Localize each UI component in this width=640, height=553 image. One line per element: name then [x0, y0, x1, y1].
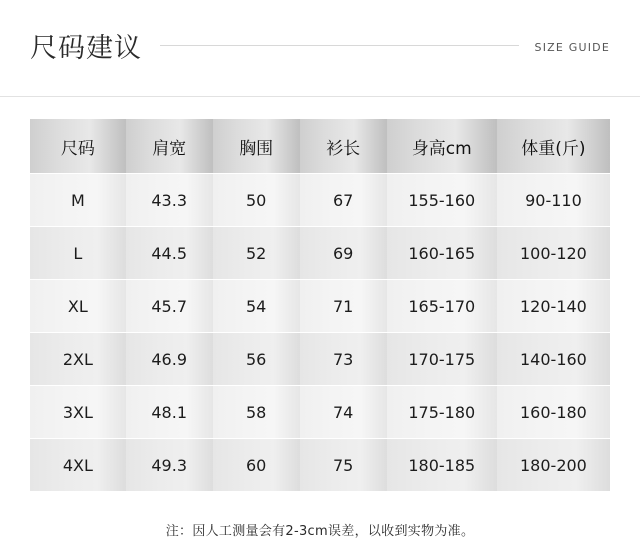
- cell-size: M: [30, 174, 126, 227]
- cell-bust: 56: [213, 333, 300, 386]
- cell-length: 73: [300, 333, 387, 386]
- page-subtitle: SIZE GUIDE: [534, 40, 610, 54]
- table-row: [30, 227, 610, 280]
- table-row: [30, 439, 610, 492]
- cell-shoulder: 48.1: [126, 386, 213, 439]
- cell-shoulder: 46.9: [126, 333, 213, 386]
- cell-weight: 120-140: [497, 280, 610, 333]
- page-title: 尺码建议: [30, 32, 142, 64]
- column-header-bust: 胸围: [213, 119, 300, 174]
- column-header-length: 衫长: [300, 119, 387, 174]
- size-table: [30, 119, 610, 491]
- cell-weight: 90-110: [497, 174, 610, 227]
- cell-bust: 50: [213, 174, 300, 227]
- cell-height: 180-185: [387, 439, 497, 492]
- column-header-shoulder: 肩宽: [126, 119, 213, 174]
- cell-bust: 52: [213, 227, 300, 280]
- header-divider-line: [160, 45, 519, 46]
- table-row: [30, 280, 610, 333]
- cell-size: L: [30, 227, 126, 280]
- cell-weight: 100-120: [497, 227, 610, 280]
- cell-size: 4XL: [30, 439, 126, 492]
- cell-shoulder: 49.3: [126, 439, 213, 492]
- cell-height: 170-175: [387, 333, 497, 386]
- cell-height: 155-160: [387, 174, 497, 227]
- cell-shoulder: 44.5: [126, 227, 213, 280]
- cell-height: 165-170: [387, 280, 497, 333]
- table-row: [30, 174, 610, 227]
- table-header: [30, 119, 610, 174]
- table-body: [30, 174, 610, 492]
- page-header: [0, 0, 640, 96]
- column-header-height: 身高cm: [387, 119, 497, 174]
- cell-length: 74: [300, 386, 387, 439]
- cell-weight: 160-180: [497, 386, 610, 439]
- cell-shoulder: 45.7: [126, 280, 213, 333]
- cell-size: 3XL: [30, 386, 126, 439]
- measurement-note: 注：因人工测量会有2-3cm误差，以收到实物为准。: [165, 524, 475, 539]
- cell-bust: 60: [213, 439, 300, 492]
- size-table-container: [0, 97, 640, 491]
- cell-length: 69: [300, 227, 387, 280]
- column-header-size: 尺码: [30, 119, 126, 174]
- cell-height: 160-165: [387, 227, 497, 280]
- table-row: [30, 386, 610, 439]
- cell-length: 67: [300, 174, 387, 227]
- cell-bust: 58: [213, 386, 300, 439]
- cell-size: 2XL: [30, 333, 126, 386]
- cell-bust: 54: [213, 280, 300, 333]
- cell-height: 175-180: [387, 386, 497, 439]
- cell-size: XL: [30, 280, 126, 333]
- cell-length: 71: [300, 280, 387, 333]
- column-header-weight: 体重(斤): [497, 119, 610, 174]
- cell-shoulder: 43.3: [126, 174, 213, 227]
- header-title-group: [30, 32, 142, 64]
- cell-weight: 140-160: [497, 333, 610, 386]
- table-row: [30, 333, 610, 386]
- cell-length: 75: [300, 439, 387, 492]
- cell-weight: 180-200: [497, 439, 610, 492]
- table-header-row: [30, 119, 610, 174]
